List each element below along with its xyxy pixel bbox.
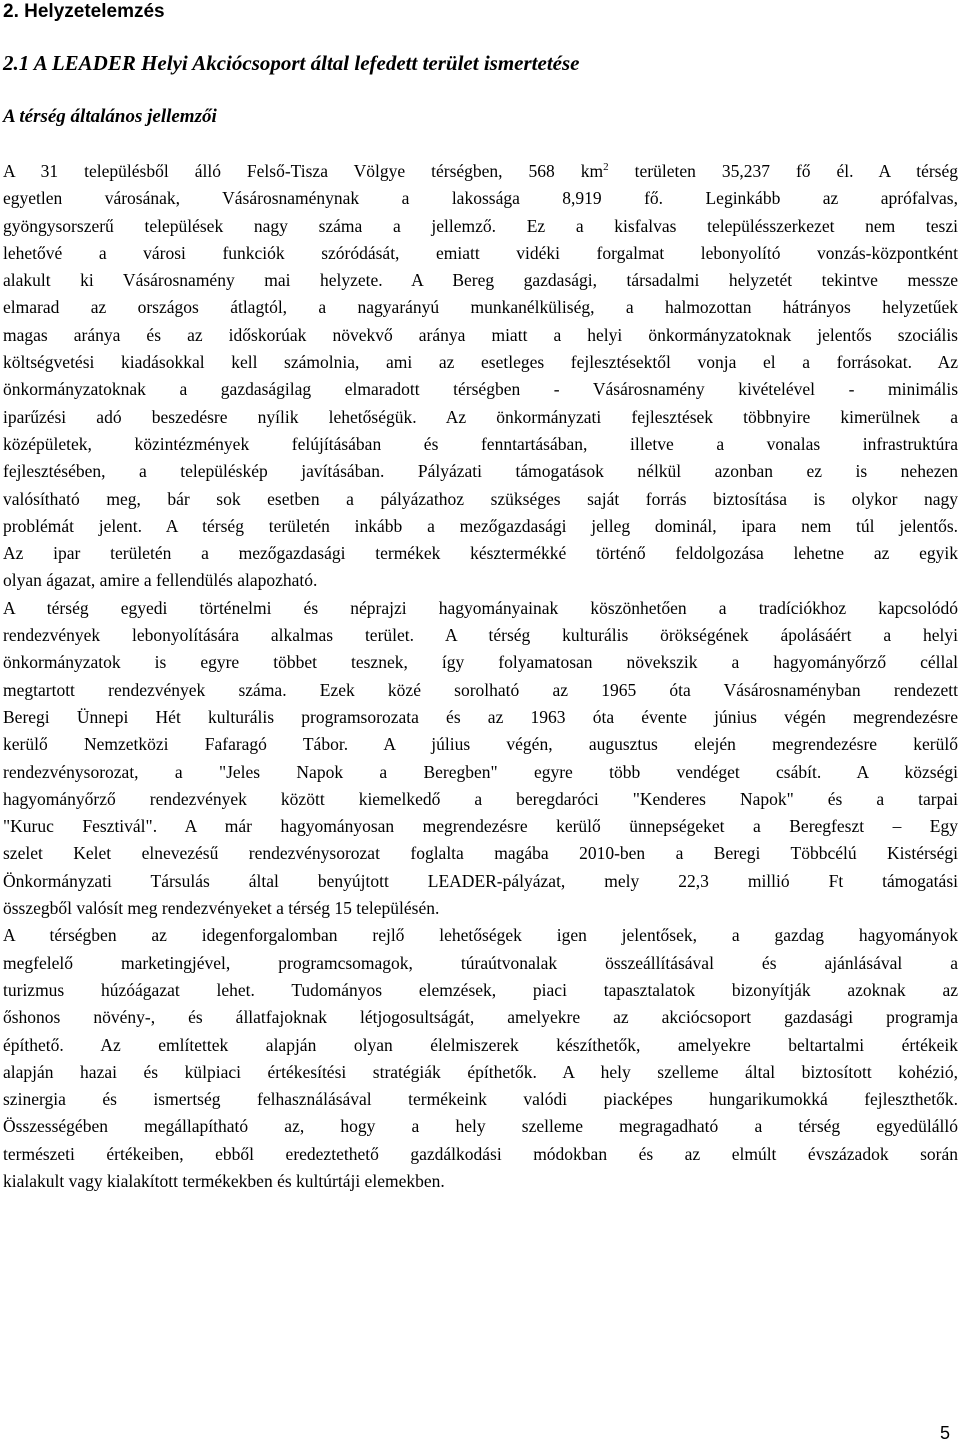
text-line: turizmus húzóágazat lehet. Tudományos elemzések, piaci tapasztalatok bizonyítják azoknak az	[3, 979, 958, 1000]
text-line: hagyományőrző rendezvények között kiemelkedő a beregdaróci "Kenderes Napok" és a tarpai	[3, 788, 958, 809]
text-line: A térség egyedi történelmi és néprajzi hagyományainak köszönhetően a tradíciókhoz kapcsolódó	[3, 597, 958, 618]
text-line: megtartott rendezvények száma. Ezek közé sorolható az 1965 óta Vásárosnaményban rendezett	[3, 679, 958, 700]
text-line: elmarad az országos átlagtól, a nagyarányú munkanélküliség, a halmozottan hátrányos helyzetűek	[3, 297, 958, 318]
text-lines	[3, 185, 958, 1195]
text-line: lehetővé a városi funkciók szóródását, emiatt vidéki forgalmat lebonyolító vonzás-központként	[3, 242, 958, 263]
text-line: gyöngysorszerű települések nagy száma a jellemző. Ez a kisfalvas településszerkezet nem teszi	[3, 215, 958, 236]
page-number: 5	[940, 1423, 951, 1443]
text-line: őshonos növény-, és állatfajoknak létjogosultságát, amelyekre az akciócsoport gazdasági programja	[3, 1007, 958, 1028]
text-line: megfelelő marketingjével, programcsomagok, túraútvonalak összeállításával és ajánlásával a	[3, 952, 958, 973]
text-line: valósítható meg, bár sok esetben a pályázathoz szükséges saját forrás biztosítása is olykor nagy	[3, 488, 958, 509]
text-line: egyetlen városának, Vásárosnaménynak a lakossága 8,919 fő. Leginkább az aprófalvas,	[3, 188, 958, 209]
text-line: olyan ágazat, amire a fellendülés alapozható.	[3, 570, 318, 591]
text-line: alakult ki Vásárosnamény mai helyzete. A Bereg gazdasági, társadalmi helyzetét tekintve messze	[3, 270, 958, 291]
superscript: 2	[603, 161, 609, 174]
text-line: iparűzési adó beszedésre nyílik lehetőségük. Az önkormányzati fejlesztések többnyire kimerülnek a	[3, 406, 958, 427]
text-line: Összességében megállapítható az, hogy a hely szelleme megragadható a térség egyedülálló	[3, 1116, 958, 1137]
text-line: kerülő Nemzetközi Fafaragó Tábor. A július végén, augusztus elején megrendezésre kerülő	[3, 734, 958, 755]
text-line: önkormányzatoknak a gazdaságilag elmaradott térségben - Vásárosnamény kivételével - minimális	[3, 379, 958, 400]
text-line	[3, 158, 958, 185]
text-line: rendezvénysorozat, a "Jeles Napok a Beregben" egyre több vendéget csábít. A községi	[3, 761, 958, 782]
text-line: rendezvények lebonyolítására alkalmas terület. A térség kulturális örökségének ápolásáért a helyi	[3, 625, 958, 646]
text-line: építhető. Az említettek alapján olyan élelmiszerek készíthetők, amelyekre beltartalmi értékeik	[3, 1034, 958, 1055]
text-line: Önkormányzati Társulás által benyújtott LEADER-pályázat, mely 22,3 millió Ft támogatási	[3, 870, 958, 891]
text-line: A térségben az idegenforgalomban rejlő lehetőségek igen jelentősek, a gazdag hagyományok	[3, 925, 958, 946]
text-line: alapján hazai és külpiaci értékesítési stratégiák építhetők. A hely szelleme által biztosított kohézió,	[3, 1061, 958, 1082]
text-line: költségvetési kiadásokkal kell számolnia, ami az esetleges fejlesztésektől vonja el a forrásokat. Az	[3, 352, 958, 373]
text-line: szinergia és ismertség felhasználásával termékeink valódi piacképes hungarikumokká fejleszthetők.	[3, 1089, 958, 1110]
text-line: Beregi Ünnepi Hét kulturális programsorozata és az 1963 óta évente június végén megrendezésre	[3, 706, 958, 727]
text-line: kialakult vagy kialakított termékekben és kultúrtáji elemekben.	[3, 1170, 445, 1191]
text-line: középületek, közintézmények felújításában és fenntartásában, illetve a vonalas infrastruktúra	[3, 433, 958, 454]
text-fragment: területen 35,237 fő él. A térség	[608, 161, 958, 181]
subsection-heading: 2.1 A LEADER Helyi Akciócsoport által lefedett terület ismertetése	[3, 51, 580, 75]
text-line: önkormányzatok is egyre többet tesznek, így folyamatosan növekszik a hagyományőrző céllal	[3, 652, 958, 673]
text-fragment: A 31 településből álló Felső-Tisza Völgye térségben, 568 km	[3, 161, 604, 181]
text-line: problémát jelent. A térség területén inkább a mezőgazdasági jelleg dominál, ipara nem túl jelentős.	[3, 515, 958, 536]
section-heading: 2. Helyzetelemzés	[3, 1, 165, 22]
text-line: Az ipar területén a mezőgazdasági termékek késztermékké történő feldolgozása lehetne az egyik	[3, 543, 958, 564]
text-line: "Kuruc Fesztivál". A már hagyományosan megrendezésre kerülő ünnepségeket a Beregfeszt – Egy	[3, 816, 958, 837]
text-line: magas aránya és az időskorúak növekvő aránya miatt a helyi önkormányzatoknak jelentős szociális	[3, 324, 958, 345]
text-line: szelet Kelet elnevezésű rendezvénysorozat foglalta magába 2010-ben a Beregi Többcélú Kistérségi	[3, 843, 958, 864]
text-line: összegből valósít meg rendezvényeket a térség 15 településén.	[3, 898, 440, 919]
text-line: természeti értékeiben, ebből eredeztethető gazdálkodási módokban és az elmúlt évszázadok során	[3, 1143, 958, 1164]
subsubsection-heading: A térség általános jellemzői	[3, 106, 217, 127]
body-text	[3, 158, 958, 1195]
text-line: fejlesztésében, a településkép javításában. Pályázati támogatások nélkül azonban ez is nehezen	[3, 461, 958, 482]
